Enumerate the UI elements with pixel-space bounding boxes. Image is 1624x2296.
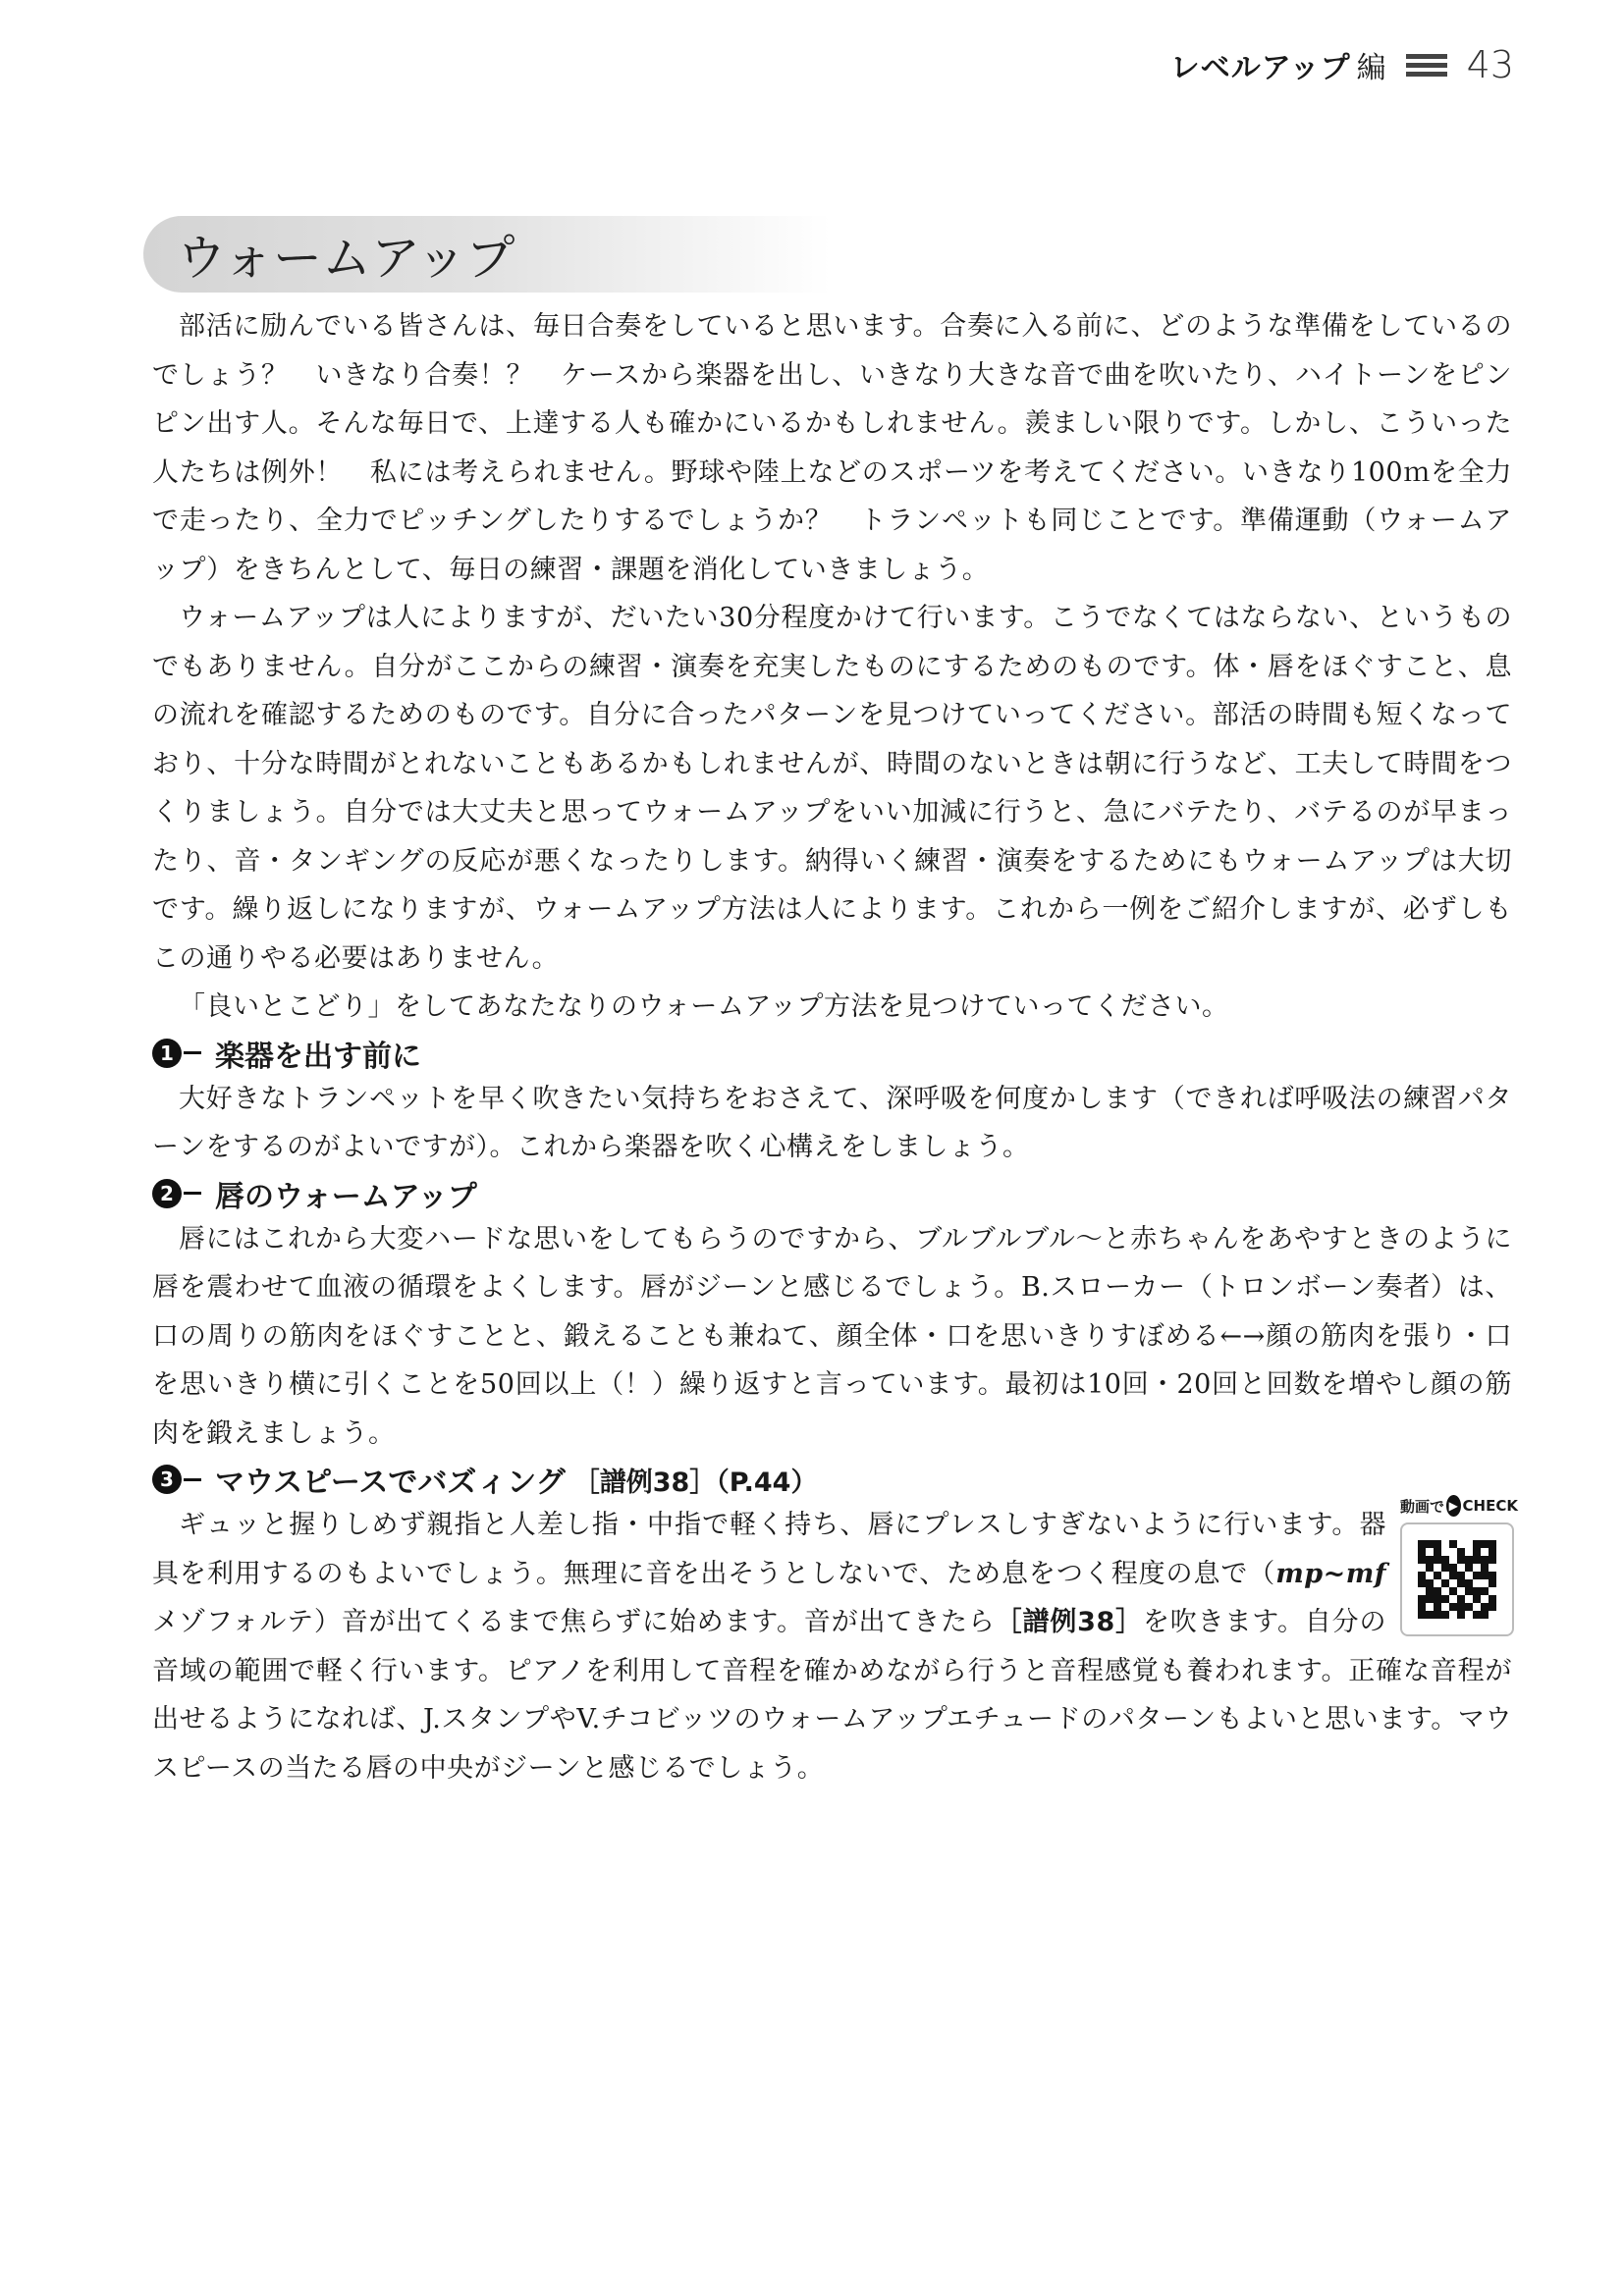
dynamics-marking: mp~mf xyxy=(1275,1558,1386,1589)
qr-code-icon xyxy=(1418,1540,1496,1619)
section-body-text: メゾフォルテ）音が出てくるまで焦らずに始めます。音が出てきたら xyxy=(152,1607,996,1637)
dash-divider xyxy=(184,1478,201,1481)
section-number-badge: 1 xyxy=(152,1039,182,1068)
section-body xyxy=(152,1501,1512,1792)
section-title: 楽器を出す前に xyxy=(215,1039,421,1074)
page-number: 43 xyxy=(1466,43,1514,86)
running-header xyxy=(1170,43,1514,86)
main-content xyxy=(152,302,1518,1792)
section-body-text: を吹きます。自分の音域の範囲で軽く行います。ピアノを利用して音程を確かめながら行うと音程感覚も養われます。正確な音程が出せるようになれば、J.スタンプやV.チコビッツのウォームアップエチュードのパターンもよいと思います。マウスピースの当たる唇の中央がジーンと感じるでしょう。 xyxy=(152,1607,1512,1784)
section-heading xyxy=(152,1032,1512,1075)
title-band xyxy=(143,216,831,293)
section-suffix: 編 xyxy=(1356,51,1386,85)
qr-code-frame[interactable] xyxy=(1400,1522,1514,1636)
section-label: レベルアップ xyxy=(1169,51,1351,85)
video-check-badge[interactable] xyxy=(1400,1495,1518,1636)
section-body-text: ギュッと握りしめず親指と人差し指・中指で軽く持ち、唇にプレスしすぎないように行います。器具を利用するのもよいでしょう。無理に音を出そうとしないで、ため息をつく程度の息で（ xyxy=(152,1510,1386,1589)
section-heading xyxy=(152,1172,1512,1215)
intro-paragraph: 「良いとこどり」をしてあなたなりのウォームアップ方法を見つけていってください。 xyxy=(179,991,1229,1022)
video-label: 動画で xyxy=(1400,1497,1445,1516)
section-body: 大好きなトランペットを早く吹きたい気持ちをおさえて、深呼吸を何度かします（できれば呼吸法の練習パターンをするのがよいですが）。これから楽器を吹く心構えをしましょう。 xyxy=(152,1083,1512,1162)
section-body: 唇にはこれから大変ハードな思いをしてもらうのですから、ブルブルブル～と赤ちゃんをあやすときのように唇を震わせて血液の循環をよくします。唇がジーンと感じるでしょう。B.スローカー（トロンボーン奏者）は、口の周りの筋肉をほぐすことと、鍛えることも兼ねて、顔全体・口を思いきりすぼめる←→顔の筋肉を張り・口を思いきり横に引くことを50回以上（！）繰り返すと言っています。最初は10回・20回と回数を増やし顔の筋肉を鍛えましょう。 xyxy=(152,1223,1512,1449)
check-label: CHECK xyxy=(1462,1497,1518,1515)
page-title: ウォームアップ xyxy=(177,230,515,287)
section-title: 唇のウォームアップ xyxy=(215,1179,477,1214)
dash-divider xyxy=(184,1051,201,1054)
section-title: マウスピースでバズィング xyxy=(215,1466,566,1500)
section-heading xyxy=(152,1458,1512,1501)
dash-divider xyxy=(184,1192,201,1195)
intro-paragraph: ウォームアップは人によりますが、だいたい30分程度かけて行います。こうでなくてはならない、というものでもありません。自分がここからの練習・演奏を充実したものにするためのものです。体・唇をほぐすこと、息の流れを確認するためのものです。自分に合ったパターンを見つけていってください。部活の時間も短くなっており、十分な時間がとれないこともあるかもしれませんが、時間のないときは朝に行うなど、工夫して時間をつくりましょう。自分では大丈夫と思ってウォームアップをいい加減に行うと、急にバテたり、バテるのが早まったり、音・タンギングの反応が悪くなったりします。納得いく練習・演奏をするためにもウォームアップは大切です。繰り返しになりますが、ウォームアップ方法は人によります。これから一例をご紹介しますが、必ずしもこの通りやる必要はありません。 xyxy=(152,603,1512,974)
section-number-badge: 3 xyxy=(152,1465,182,1494)
inline-score-reference: ［譜例38］ xyxy=(995,1607,1143,1637)
score-reference: ［譜例38］（P.44） xyxy=(572,1467,818,1498)
play-circle-icon: ▶ xyxy=(1446,1495,1461,1517)
intro-paragraph: 部活に励んでいる皆さんは、毎日合奏をしていると思います。合奏に入る前に、どのような準備をしているのでしょう？ いきなり合奏！？ ケースから楽器を出し、いきなり大きな音で曲を吹いたり、ハイトーンをピンピン出す人。そんな毎日で、上達する人も確かにいるかもしれません。羨ましい限りです。しかし、こういった人たちは例外！ 私には考えられません。野球や陸上などのスポーツを考えてください。いきなり100ｍを全力で走ったり、全力でピッチングしたりするでしょうか？ トランペットも同じことです。準備運動（ウォームアップ）をきちんとして、毎日の練習・課題を消化していきましょう。 xyxy=(152,311,1512,585)
video-check-caption xyxy=(1400,1495,1518,1517)
section-number-badge: 2 xyxy=(152,1179,182,1208)
three-bars-icon xyxy=(1406,54,1447,77)
